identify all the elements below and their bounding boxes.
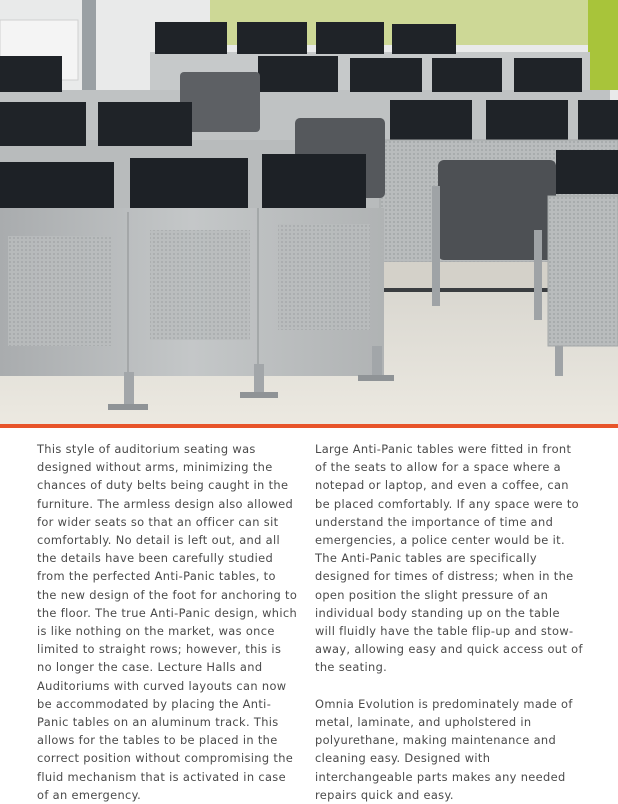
back-row-screen [237,22,307,54]
back-row-screen [98,102,192,146]
back-row-screen [390,100,472,140]
article-column-right [315,440,583,804]
front-desk-foot [108,404,148,410]
front-panel-perforation [8,236,112,346]
back-row-screen [486,100,568,140]
seat-leg [432,186,440,306]
front-desk-foot [240,392,278,398]
front-desk-leg [254,364,264,396]
paragraph: Omnia Evolution is predominately made of metal, laminate, and upholstered in polyurethane, making maintenance and cleaning easy. Designed with interchangeable parts makes any needed repairs quick and easy. [315,696,573,802]
front-panel-perforation [278,224,370,330]
back-row-screen [258,56,338,92]
lime-wall-accent [588,0,618,90]
right-desk-panel [548,196,618,346]
back-row-screen [0,102,86,146]
front-desk-leg [372,346,382,378]
screen [556,150,618,194]
back-row-screen [350,58,422,92]
back-row-screen [155,22,227,54]
article-column-left [37,440,299,804]
front-desk-foot [358,375,394,381]
right-desk-leg [555,346,563,376]
front-screen [262,154,366,210]
paragraph: This style of auditorium seating was designed without arms, minimizing the chances of duty belts being caught in the furniture. The armless design also allowed for wider seats so that an officer can sit comfortably. No detail is left out, and all the details have been carefully studied from the perfected Anti-Panic tables, to the new design of the foot for anchoring to the floor. The true Anti-Panic design, which is like nothing on the market, was once limited to straight rows; however, this is no longer the case. Lecture Halls and Auditoriums with curved layouts can now be accommodated by placing the Anti-Panic tables on an aluminum track. This allows for the tables to be placed in the correct position without compromising the fluid mechanism that is activated in case of an emergency. [37,442,298,802]
back-row-screen [316,22,384,54]
accent-divider [0,424,618,428]
back-row-screen [578,100,618,140]
front-desk-leg [124,372,134,408]
paragraph: Large Anti-Panic tables were fitted in front of the seats to allow for a space where a notepad or laptop, and even a coffee, can be placed comfortably. If any space were to understand the importance of time and emergencies, a police center would be it. The Anti-Panic tables are specifically designed for times of distress; when in the open position the slight pressure of an individual body standing up on the table will fluidly have the table flip-up and stow-away, allowing easy and quick access out of the seating. [315,442,583,675]
back-row-screen [0,56,62,92]
seat-leg [534,230,542,320]
front-panel-perforation [150,230,250,340]
back-row-screen [432,58,502,92]
back-row-screen [514,58,582,92]
window-frame [82,0,96,100]
back-row-screen [392,24,456,54]
